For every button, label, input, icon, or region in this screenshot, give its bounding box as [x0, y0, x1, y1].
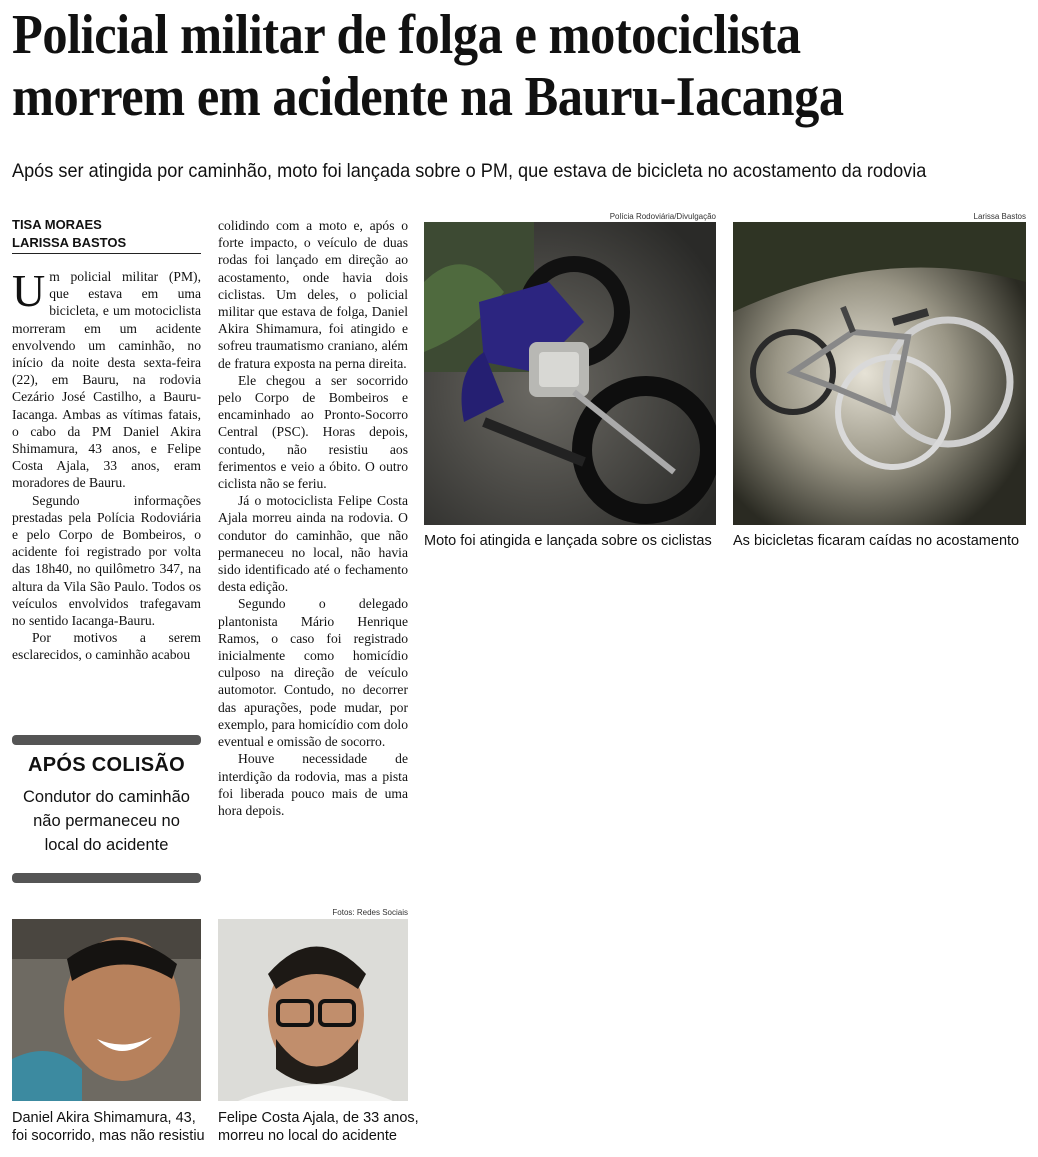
sidebar-bottom-bar [12, 873, 201, 883]
caption-daniel-line-2: foi socorrido, mas não resistiu [12, 1128, 205, 1144]
byline-author-2: LARISSA BASTOS [12, 235, 127, 250]
article-column-1 [12, 265, 201, 664]
portrait-daniel-image [12, 919, 201, 1101]
headline [12, 4, 926, 128]
caption-daniel-line-1: Daniel Akira Shimamura, 43, [12, 1110, 196, 1126]
caption-felipe-line-2: morreu no local do acidente [218, 1128, 397, 1144]
photo-credit-bikes: Larissa Bastos [973, 212, 1026, 221]
caption-bikes: As bicicletas ficaram caídas no acostamento [733, 533, 1020, 549]
portrait-daniel [12, 919, 201, 1101]
caption-daniel [12, 1109, 205, 1145]
sidebar-box [12, 742, 201, 880]
sidebar-line-3: local do acidente [44, 836, 169, 854]
portrait-felipe [218, 919, 408, 1101]
bicycles-photo [733, 222, 1026, 525]
sidebar-line-2: não permaneceu no [33, 812, 180, 830]
motorcycle-image [424, 222, 716, 525]
article-paragraph: Segundo o delegado plantonista Mário Henrique Ramos, o caso foi registrado inicialmente como homicídio culposo na direção de veículo automotor. Contudo, no decorrer das apurações, pode mudar, por exemplo, para homicídio com dolo eventual e omissão de socorro. [218, 596, 408, 750]
headline-line-2: morrem em acidente na Bauru-Iacanga [12, 66, 844, 128]
article-paragraph: Um policial militar (PM), que estava em uma bicicleta, e um motociclista morreram em um acidente envolvendo um caminhão, no início da noite desta sexta-feira (22), em Bauru, na rodovia Cezário José Castilho, a Bauru-Iacanga. Ambas as vítimas fatais, o cabo da PM Daniel Akira Shimamura, 43 anos, e Felipe Costa Ajala, 33 anos, eram moradores de Bauru. [12, 265, 201, 491]
deck-subtitle: Após ser atingida por caminhão, moto foi lançada sobre o PM, que estava de bicicleta no acostamento da rodovia [12, 160, 927, 182]
bicycles-image [733, 222, 1026, 525]
sidebar-title: APÓS COLISÃO [28, 754, 185, 776]
photo-credit-portraits: Fotos: Redes Sociais [332, 908, 408, 917]
portrait-felipe-image [218, 919, 408, 1101]
article-paragraph: colidindo com a moto e, após o forte impacto, o veículo de duas rodas foi lançado em direção ao acostamento, onde havia dois ciclistas. Um deles, o policial militar que estava de folga, Daniel Akira Shimamura, foi atingido e sofreu traumatismo craniano, além de fratura exposta na perna direita. [218, 218, 408, 371]
article-paragraph: Ele chegou a ser socorrido pelo Corpo de Bombeiros e encaminhado ao Pronto-Socorro Central (PSC). Horas depois, contudo, não resistiu aos ferimentos e veio a óbito. O outro ciclista não se feriu. [218, 372, 408, 492]
headline-line-1: Policial militar de folga e motociclista [12, 4, 801, 66]
article-paragraph: Houve necessidade de interdição da rodovia, mas a pista foi liberada pouco mais de uma hora depois. [218, 751, 408, 818]
caption-moto: Moto foi atingida e lançada sobre os ciclistas [424, 533, 712, 549]
sidebar-line-1: Condutor do caminhão [23, 788, 190, 806]
caption-felipe [218, 1109, 419, 1145]
motorcycle-photo [424, 222, 716, 525]
drop-cap: U [12, 265, 46, 316]
article-column-2 [218, 217, 408, 819]
article-paragraph: Por motivos a serem esclarecidos, o caminhão acabou [12, 630, 201, 663]
article-paragraph: Já o motociclista Felipe Costa Ajala morreu ainda na rodovia. O condutor do caminhão, que não permaneceu no local, não havia sido identificado até o fechamento desta edição. [218, 493, 408, 595]
photo-credit-moto: Polícia Rodoviária/Divulgação [609, 212, 716, 221]
byline [12, 216, 201, 254]
article-paragraph: Segundo informações prestadas pela Polícia Rodoviária e pelo Corpo de Bombeiros, o acidente foi registrado por volta das 18h40, no quilômetro 347, na altura da Vila São Paulo. Todos os veículos envolvidos trafegavam no sentido Iacanga-Bauru. [12, 492, 201, 629]
caption-felipe-line-1: Felipe Costa Ajala, de 33 anos, [218, 1110, 419, 1126]
byline-author-1: TISA MORAES [12, 217, 102, 232]
